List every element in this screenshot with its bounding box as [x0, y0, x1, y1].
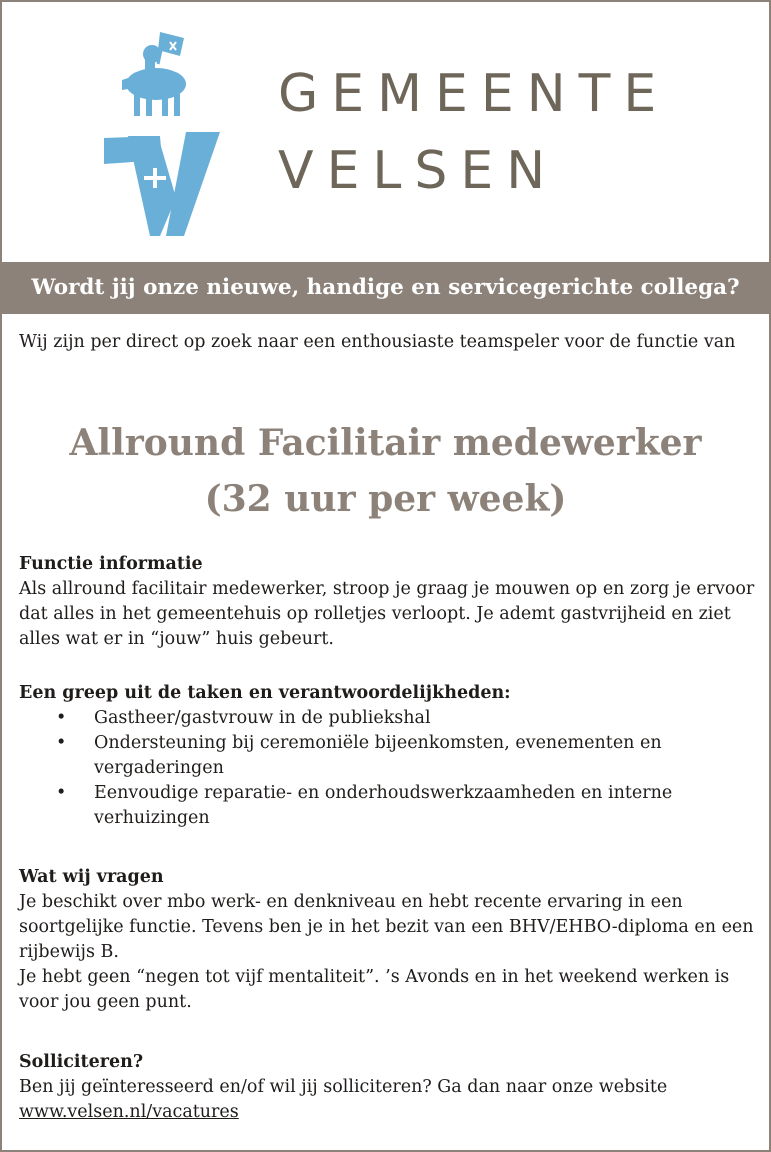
- logo-wordmark-line1: GEMEENTE: [278, 64, 670, 124]
- section-vragen: [19, 865, 759, 1015]
- section-body: Je hebt geen “negen tot vijf mentaliteit”. ’s Avonds en in het weekend werken is voor jou geen punt.: [19, 967, 730, 1012]
- headline-banner: Wordt jij onze nieuwe, handige en servicegerichte collega?: [2, 262, 769, 314]
- velsen-logo-icon: [100, 28, 230, 238]
- section-heading: Een greep uit de taken en verantwoordelijkheden:: [19, 683, 511, 703]
- section-body: Je beschikt over mbo werk- en denkniveau en hebt recente ervaring in een soortgelijke functie. Tevens ben je in het bezit van een BHV/EHBO-diploma en een rijbewijs B.: [19, 892, 754, 962]
- section-body: Ben jij geïnteresseerd en/of wil jij solliciteren? Ga dan naar onze website: [19, 1077, 668, 1097]
- section-taken: [19, 681, 759, 831]
- intro-text: Wij zijn per direct op zoek naar een enthousiaste teamspeler voor de functie van: [19, 332, 736, 352]
- list-item: • Ondersteuning bij ceremoniële bijeenkomsten, evenementen en vergaderingen: [56, 733, 662, 778]
- job-title: Allround Facilitair medewerker: [69, 422, 702, 464]
- job-hours: (32 uur per week): [204, 478, 567, 520]
- section-solliciteren: [19, 1050, 759, 1125]
- bullet-icon: •: [56, 708, 67, 728]
- section-heading: Functie informatie: [19, 554, 203, 574]
- vacatures-link[interactable]: www.velsen.nl/vacatures: [19, 1102, 239, 1122]
- section-heading: Wat wij vragen: [19, 867, 164, 887]
- section-functie: [19, 552, 759, 652]
- section-heading: Solliciteren?: [19, 1052, 144, 1072]
- bullet-icon: •: [56, 783, 67, 803]
- section-body: Als allround facilitair medewerker, stroop je graag je mouwen op en zorg je ervoor dat alles in het gemeentehuis op rolletjes verloopt. Je ademt gastvrijheid en ziet alles wat er in “jouw” huis gebeurt.: [19, 579, 755, 649]
- list-item: • Gastheer/gastvrouw in de publiekshal: [19, 706, 759, 731]
- task-list: [19, 706, 759, 831]
- list-item: • Eenvoudige reparatie- en onderhoudswerkzaamheden en interne verhuizingen: [56, 783, 673, 828]
- logo-wordmark-line2: VELSEN: [278, 141, 559, 201]
- bullet-icon: •: [56, 733, 67, 753]
